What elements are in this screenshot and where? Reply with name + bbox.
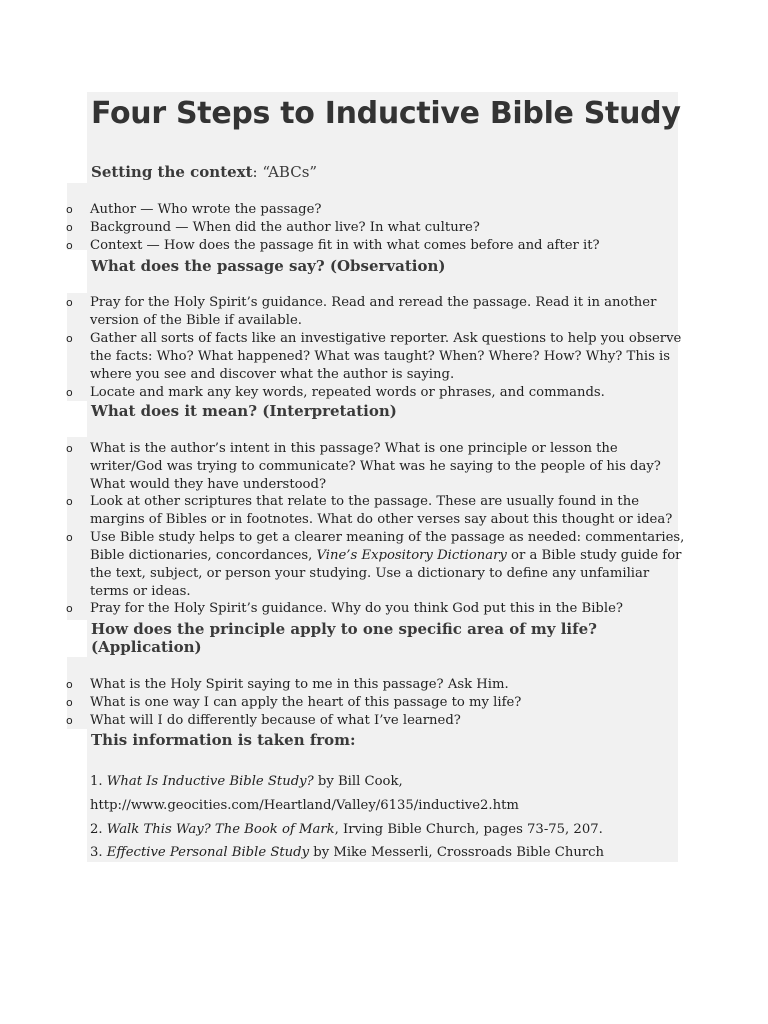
text-line: What is the Holy Spirit saying to me in this passage? Ask Him.	[90, 677, 509, 692]
heading-bold-part: Setting the context	[91, 163, 253, 181]
italic-title: Vine’s Expository Dictionary	[316, 548, 507, 563]
text-line: where you see and discover what the author is saying.	[90, 367, 455, 382]
reference-number: 3.	[90, 845, 107, 860]
text-line: Background — When did the author live? In what culture?	[90, 220, 480, 235]
list-item-text	[90, 529, 685, 601]
list-item-text	[90, 493, 680, 529]
list-item-text	[90, 384, 680, 402]
heading-line: How does the principle apply to one specific area of my life?	[91, 620, 597, 638]
text-line: margins of Bibles or in footnotes. What do other verses say about this thought or idea?	[90, 512, 673, 527]
text-line: What is the author’s intent in this passage? What is one principle or lesson the	[90, 441, 618, 456]
list-item-text	[90, 237, 680, 255]
list-item-text	[90, 694, 680, 712]
text-line: What is one way I can apply the heart of this passage to my life?	[90, 695, 522, 710]
list-item-text	[90, 201, 680, 219]
reference-url: http://www.geocities.com/Heartland/Valley/6135/inductive2.htm	[90, 798, 519, 813]
reference-title: Walk This Way? The Book of Mark	[106, 822, 335, 837]
sources-heading: This information is taken from:	[91, 731, 356, 749]
text-line: Use Bible study helps to get a clearer meaning of the passage as needed: commentaries,	[90, 530, 685, 545]
bullet-icon: o	[66, 531, 73, 544]
bullet-icon: o	[66, 602, 73, 615]
text-line: Gather all sorts of facts like an investigative reporter. Ask questions to help you observe	[90, 331, 682, 346]
text-line: terms or ideas.	[90, 584, 191, 599]
bullet-icon: o	[66, 442, 73, 455]
reference-item	[90, 773, 403, 791]
heading-normal-part: : “ABCs”	[252, 163, 318, 181]
bullet-icon: o	[66, 696, 73, 709]
reference-detail: , Irving Bible Church, pages 73-75, 207.	[334, 822, 603, 837]
reference-title: Effective Personal Bible Study	[106, 845, 310, 860]
list-item-text	[90, 600, 680, 618]
list-item-text	[90, 330, 680, 384]
bullet-icon: o	[66, 678, 73, 691]
bullet-icon: o	[66, 714, 73, 727]
bullet-icon: o	[66, 203, 73, 216]
text-line: Pray for the Holy Spirit’s guidance. Read and reread the passage. Read it in another	[90, 295, 657, 310]
text-line: What would they have understood?	[90, 477, 327, 492]
text-line: Author — Who wrote the passage?	[90, 202, 322, 217]
reference-detail: by Bill Cook,	[313, 774, 403, 789]
text-fragment: or a Bible study guide for	[506, 548, 682, 563]
reference-item	[90, 821, 603, 839]
heading-line: (Application)	[91, 638, 202, 656]
bullet-icon: o	[66, 495, 73, 508]
reference-title: What Is Inductive Bible Study?	[106, 774, 314, 789]
list-item-text	[90, 294, 680, 330]
text-line	[90, 547, 680, 565]
reference-number: 2.	[90, 822, 107, 837]
list-item-text	[90, 219, 680, 237]
text-line: the text, subject, or person your studying. Use a dictionary to define any unfamiliar	[90, 566, 650, 581]
text-line: Locate and mark any key words, repeated words or phrases, and commands.	[90, 385, 605, 400]
bullet-icon: o	[66, 386, 73, 399]
bullet-icon: o	[66, 332, 73, 345]
reference-number: 1.	[90, 774, 107, 789]
text-line: Context — How does the passage fit in with what comes before and after it?	[90, 238, 600, 253]
text-line: Pray for the Holy Spirit’s guidance. Why do you think God put this in the Bible?	[90, 601, 623, 616]
section-heading-context	[91, 163, 317, 181]
text-line: writer/God was trying to communicate? What was he saying to the people of his day?	[90, 459, 661, 474]
text-line: What will I do differently because of what I’ve learned?	[90, 713, 461, 728]
reference-detail: by Mike Messerli, Crossroads Bible Church	[309, 845, 605, 860]
text-line: version of the Bible if available.	[90, 313, 302, 328]
section-heading-application	[91, 620, 597, 656]
bullet-icon: o	[66, 296, 73, 309]
text-line: the facts: Who? What happened? What was taught? When? Where? How? Why? This is	[90, 349, 671, 364]
text-fragment: Bible dictionaries, concordances,	[90, 548, 317, 563]
text-line: Look at other scriptures that relate to the passage. These are usually found in the	[90, 494, 640, 509]
bullet-icon: o	[66, 239, 73, 252]
page-title: Four Steps to Inductive Bible Study	[91, 96, 681, 131]
list-item-text	[90, 676, 680, 694]
reference-item	[90, 844, 604, 862]
list-item-text	[90, 712, 680, 730]
section-heading-observation: What does the passage say? (Observation)	[91, 257, 446, 275]
section-heading-interpretation: What does it mean? (Interpretation)	[91, 402, 397, 420]
list-item-text	[90, 440, 680, 494]
bullet-icon: o	[66, 221, 73, 234]
